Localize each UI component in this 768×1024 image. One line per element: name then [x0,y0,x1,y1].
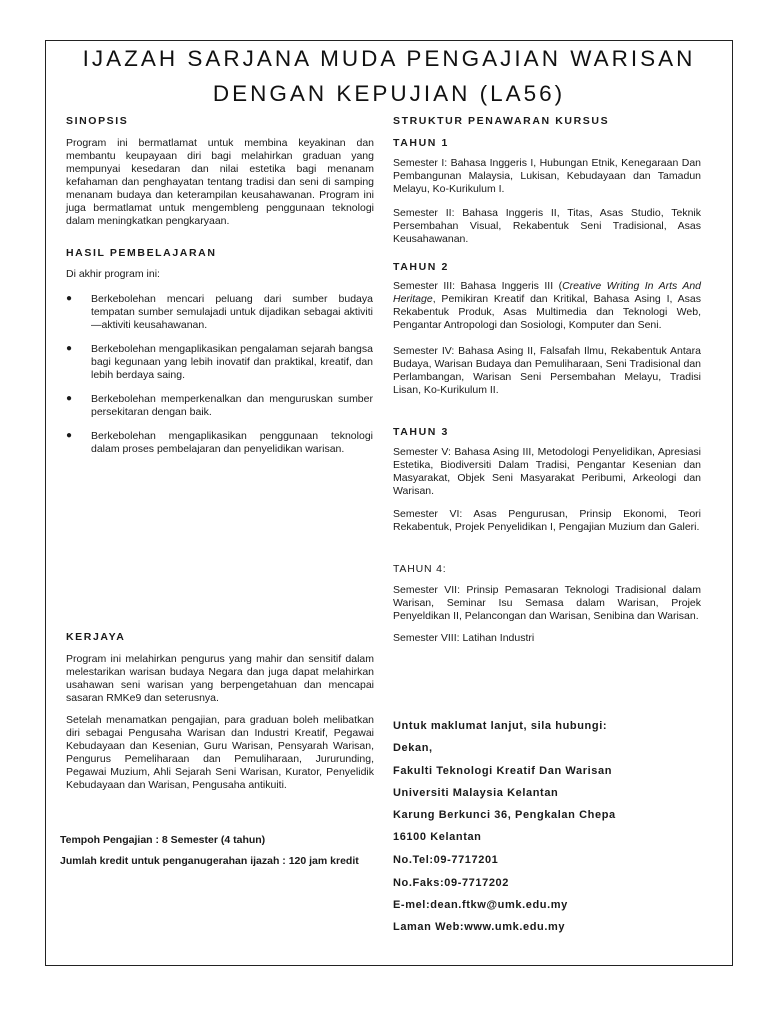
sinopsis-heading: SINOPSIS [66,115,129,127]
semester-3-end: , Pemikiran Kreatif dan Kritikal, Bahasa Asing I, Asas Rekabentuk Produk, Asas Multimedia dan Teknologi Web, Pengantar Antropologi dan Sosiologi, Komputer dan Seni. [393,293,701,331]
contact-universiti: Universiti Malaysia Kelantan [393,787,559,799]
struktur-heading: STRUKTUR PENAWARAN KURSUS [393,115,610,127]
list-item-text: Berkebolehan memperkenalkan dan menguruskan sumber persekitaran dengan baik. [91,393,373,418]
contact-intro: Untuk maklumat lanjut, sila hubungi: [393,720,608,732]
semester-7: Semester VII: Prinsip Pemasaran Teknologi Tradisional dalam Warisan, Seminar Isu Semasa dalam Warisan, Projek Penyeldikan II, Pelancongan dan Warisan, Senibina dan Warisan. [393,584,701,622]
list-item-text: Berkebolehan mengaplikasikan pengalaman sejarah bangsa bagi kegunaan yang lebih inovatif dan praktikal, kreatif, dan lebih berdaya saing. [91,343,373,381]
list-item-text: Berkebolehan mengaplikasikan penggunaan teknologi dalam proses pembelajaran dan penyelidikan warisan. [91,430,373,455]
tahun-3-heading: TAHUN 3 [393,426,449,438]
contact-fakulti: Fakulti Teknologi Kreatif Dan Warisan [393,765,613,777]
contact-alamat: Karung Berkunci 36, Pengkalan Chepa [393,809,616,821]
contact-faks: No.Faks:09-7717202 [393,877,509,889]
bullet-icon: ● [66,393,73,404]
hasil-heading: HASIL PEMBELAJARAN [66,247,217,259]
semester-1: Semester I: Bahasa Inggeris I, Hubungan Etnik, Kenegaraan Dan Pembangunan Malaysia, Lukisan, Kebudayaan dan Tamadun Melayu, Ko-Kurikulum I. [393,157,701,195]
kerjaya-heading: KERJAYA [66,631,126,643]
semester-4: Semester IV: Bahasa Asing II, Falsafah Ilmu, Rekabentuk Antara Budaya, Warisan Budaya dan Pemuliharaan, Seni Tradisional dan Perlambangan, Warisan Seni Persembahan Melayu, Tradisi Lisan, Ko-Kurikulum II. [393,345,701,396]
contact-dekan: Dekan, [393,742,433,754]
contact-email[interactable]: E-mel:dean.ftkw@umk.edu.my [393,899,568,911]
tahun-2-heading: TAHUN 2 [393,261,449,273]
contact-tel: No.Tel:09-7717201 [393,854,499,866]
semester-2: Semester II: Bahasa Inggeris II, Titas, Asas Studio, Teknik Persembahan Visual, Rekabentuk Seni Tradisional, Asas Keusahawanan. [393,207,701,245]
sinopsis-body: Program ini bermatlamat untuk membina keyakinan dan membantu keupayaan diri bagi melahirkan graduan yang mempunyai kesedaran dan nilai estetika bagi menanam kefahaman dan penghayatan tentang tradisi dan seni di samping menanam budaya dan keterampilan keusahawanan. Program ini juga bermatlamat untuk mengembleng penggunaan teknologi dalam meningkatkan pengkaryaan. [66,137,374,227]
page-title-line-2: DENGAN KEPUJIAN (LA56) [212,81,566,106]
contact-poskod: 16100 Kelantan [393,831,482,843]
list-item-text: Berkebolehan mencari peluang dari sumber budaya tempatan sumber semulajadi untuk dijadikan sebagai aktiviti—aktiviti keusahawanan. [91,293,373,331]
semester-3 [393,280,701,332]
bullet-icon: ● [66,293,73,304]
tahun-4-heading: TAHUN 4: [393,563,447,575]
kerjaya-para-1: Program ini melahirkan pengurus yang mahir dan sensitif dalam melestarikan warisan budaya Negara dan juga dapat melahirkan usahawan seni warisan yang berpengetahuan dan mencapai sasaran RMKe9 dan seterusnya. [66,653,374,704]
hasil-intro: Di akhir program ini: [66,268,160,280]
bullet-icon: ● [66,343,73,354]
tempoh-pengajian: Tempoh Pengajian : 8 Semester (4 tahun) [60,834,266,846]
semester-6: Semester VI: Asas Pengurusan, Prinsip Ekonomi, Teori Rekabentuk, Projek Penyelidikan I, Pengajian Muzium dan Galeri. [393,508,701,533]
contact-web[interactable]: Laman Web:www.umk.edu.my [393,921,566,933]
semester-8: Semester VIII: Latihan Industri [393,632,535,644]
page-title-line-1: IJAZAH SARJANA MUDA PENGAJIAN WARISAN [82,46,696,71]
semester-3-italic: Creative Writing In Arts And Heritage [393,280,702,305]
jumlah-kredit: Jumlah kredit untuk penganugerahan ijazah : 120 jam kredit [60,855,359,867]
bullet-icon: ● [66,430,73,441]
tahun-1-heading: TAHUN 1 [393,137,449,149]
semester-3-start: Semester III: Bahasa Inggeris III ( [393,280,563,292]
kerjaya-para-2: Setelah menamatkan pengajian, para graduan boleh melibatkan diri sebagai Pengusaha Warisan dan Industri Kreatif, Pegawai Kebudayaan dan Kesenian, Guru Warisan, Pensyarah Warisan, Pengurus Pemeliharaan dan Pemuliharaan, Jururunding, Pegawai Muzium, Ahli Sejarah Seni Warisan, Kurator, Penyelidik Kebudayaan dan Warisan, Pengusaha antikuiti. [66,714,374,791]
semester-5: Semester V: Bahasa Asing III, Metodologi Penyelidikan, Apresiasi Estetika, Biodiversiti Dalam Tradisi, Pengantar Kesenian dan Masyarakat, Objek Seni Masyarakat Peribumi, Arkeologi dan Warisan. [393,446,701,497]
